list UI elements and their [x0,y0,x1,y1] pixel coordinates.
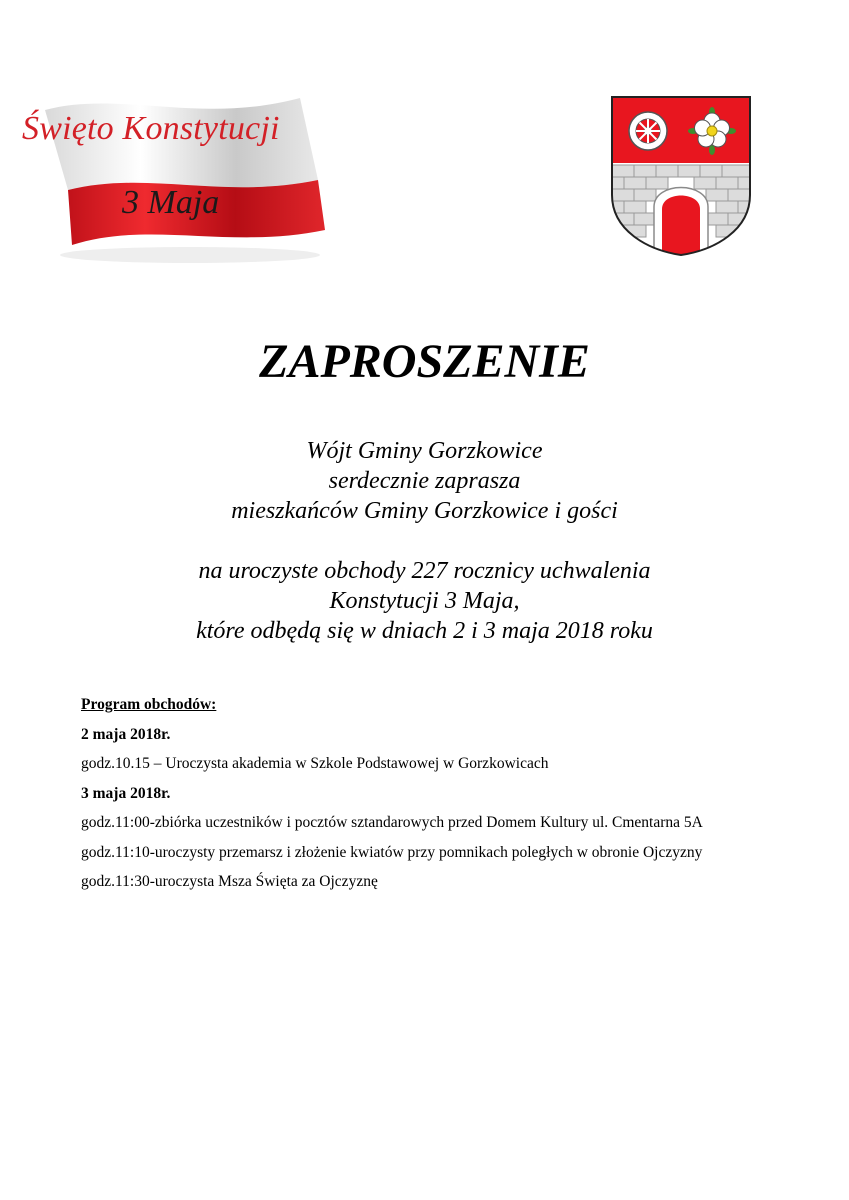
banner-subtitle: 3 Maja [122,184,220,221]
program-heading: Program obchodów: [81,696,217,713]
banner-title: Święto Konstytucji [22,110,280,147]
invitation-line: na uroczyste obchody 227 rocznicy uchwalenia [198,558,651,584]
invitation-line: mieszkańców Gminy Gorzkowice i gości [231,498,618,524]
program-item: godz.11:10-uroczysty przemarsz i złożenie kwiatów przy pomnikach poległych w obronie Ojczyzny [81,843,703,861]
page-title: ZAPROSZENIE [259,335,590,388]
program-date: 3 maja 2018r. [81,784,171,802]
program-item: godz.11:00-zbiórka uczestników i pocztów sztandarowych przed Domem Kultury ul. Cmentarna 5A [81,814,703,831]
program-section [81,690,801,897]
invitation-line: Wójt Gminy Gorzkowice [306,438,543,464]
invitation-text [0,436,849,646]
coat-of-arms-icon [610,95,752,257]
invitation-line: które odbędą się w dniach 2 i 3 maja 2018 roku [196,618,653,644]
invitation-line: Konstytucji 3 Maja, [329,588,520,614]
polish-flag-icon [0,80,370,270]
program-item: godz.11:30-uroczysta Msza Święta za Ojczyznę [81,873,378,890]
program-date: 2 maja 2018r. [81,725,171,743]
invitation-line: serdecznie zaprasza [328,468,521,494]
constitution-day-banner [0,80,370,270]
program-item: godz.10.15 – Uroczysta akademia w Szkole Podstawowej w Gorzkowicach [81,755,549,772]
coat-of-arms [610,95,752,257]
